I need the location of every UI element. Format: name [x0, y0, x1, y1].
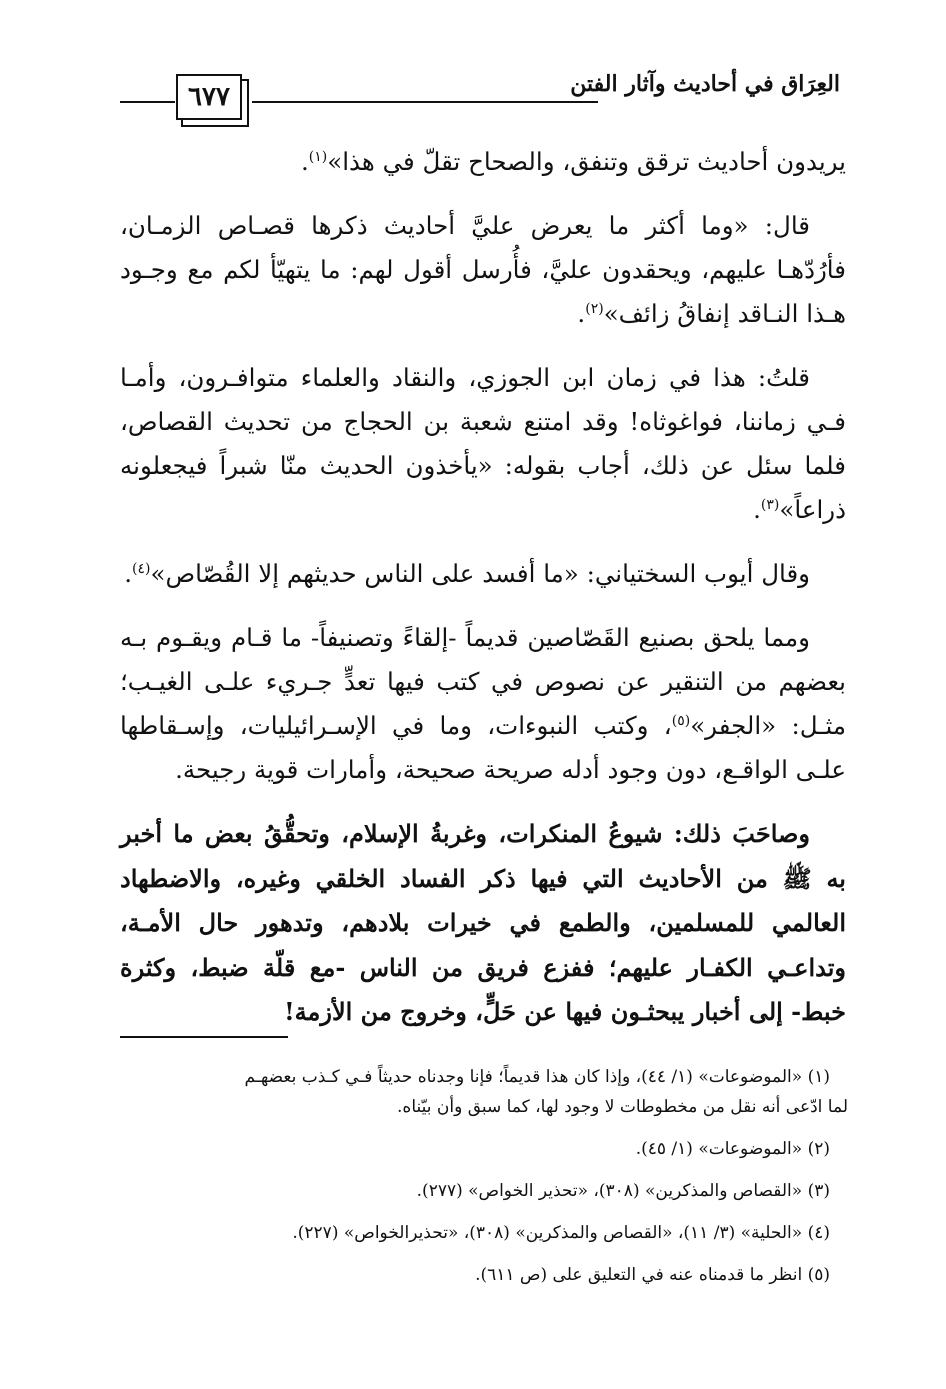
- footnote-continuation: لما ادّعى أنه نقل من مخطوطات لا وجود لها، كما سبق وأن بيّناه.: [397, 1097, 848, 1117]
- running-title: العِرَاق في أحاديث وآثار الفتن: [598, 64, 846, 104]
- footnote: (٥) انظر ما قدمناه عنه في التعليق على (ص ٦١١).: [475, 1265, 830, 1285]
- footnote-ref: (٣): [760, 496, 780, 513]
- paragraph: ومما يلحق بصنيع القَصّاصين قديماً -إلقاءً وتصنيفاً- ما قـام ويقـوم بـه بعضهم من التنقير عن نصوص في كتب فيها تعدٍّ جـريء علـى الغيـب؛ مثـل: «الجفر»$^{(٥)}$، وكتب النبوءات، وما في الإسـرائيليات، وإسـقاطها علـى الواقـع، دون وجود أدله صريحة صحيحة، وأمارات قوية رجيحة.: [120, 623, 846, 784]
- main-text: [120, 140, 846, 1055]
- paragraph: قال: «وما أكثر ما يعرض عليَّ أحاديث ذكرها قصـاص الزمـان، فأرُدّهـا عليهم، ويحقدون عليَّ، فأُرسل أقول لهم: ما يتهيّأ لكم مع وجـود هـذا النـاقد إنفاقُ زائف»$^{(٢)}$.: [120, 211, 846, 328]
- paragraph: قلتُ: هذا في زمان ابن الجوزي، والنقاد والعلماء متوافـرون، وأمـا فـي زماننا، فواغوثاه! وقد امتنع شعبة بن الحجاج من تحديث القصاص، فلما سئل عن ذلك، أجاب بقوله: «يأخذون الحديث منّا شبراً فيجعلونه ذراعاً»$^{(٣)}$.: [120, 363, 846, 524]
- footnote: (٢) «الموضوعات» (١/ ٤٥).: [635, 1139, 830, 1159]
- footnote-ref: (١): [308, 148, 328, 165]
- page-number: ٦٧٧: [176, 74, 242, 120]
- footnote-ref: (٥): [671, 712, 691, 729]
- paragraph-bold: وصاحَبَ ذلك: شيوعُ المنكرات، وغربةُ الإسلام، وتحقُّقُ بعض ما أخبر به ﷺ من الأحاديث التي فيها ذكر الفساد الخلقي وغيره، والاضطهاد العالمي للمسلمين، والطمع في خيرات بلادهم، وتدهور حال الأمـة، وتداعـي الكفـار عليهم؛ ففزع فريق من الناس -مع قلّة ضبط، وكثرة خبط- إلى أخبار يبحثـون فيها عن حَلٍّ، وخروج من الأزمة!: [120, 819, 846, 1026]
- header-rule-left: [120, 101, 175, 103]
- footnote: (٤) «الحلية» (٣/ ١١)، «القصاص والمذكرين» (٣٠٨)، «تحذيرالخواص» (٢٢٧).: [292, 1223, 830, 1243]
- footnotes: [116, 1062, 848, 1302]
- footnote-ref: (٢): [585, 300, 604, 317]
- footnote-separator: [120, 1036, 288, 1038]
- page-header: [0, 0, 946, 140]
- paragraph: يريدون أحاديث ترقق وتنفق، والصحاح تقلّ في هذا»$^{(١)}$.: [300, 147, 846, 176]
- footnote-ref: (٤): [132, 560, 151, 577]
- footnote: (٣) «القصاص والمذكرين» (٣٠٨)، «تحذير الخواص» (٢٧٧).: [416, 1181, 830, 1201]
- footnote: (١) «الموضوعات» (١/ ٤٤)، وإذا كان هذا قديماً؛ فإنا وجدناه حديثاً فـي كـذب بعضهـم: [244, 1067, 830, 1087]
- paragraph: وقال أيوب السختياني: «ما أفسد على الناس حديثهم إلا القُصّاص»$^{(٤)}$.: [124, 559, 810, 588]
